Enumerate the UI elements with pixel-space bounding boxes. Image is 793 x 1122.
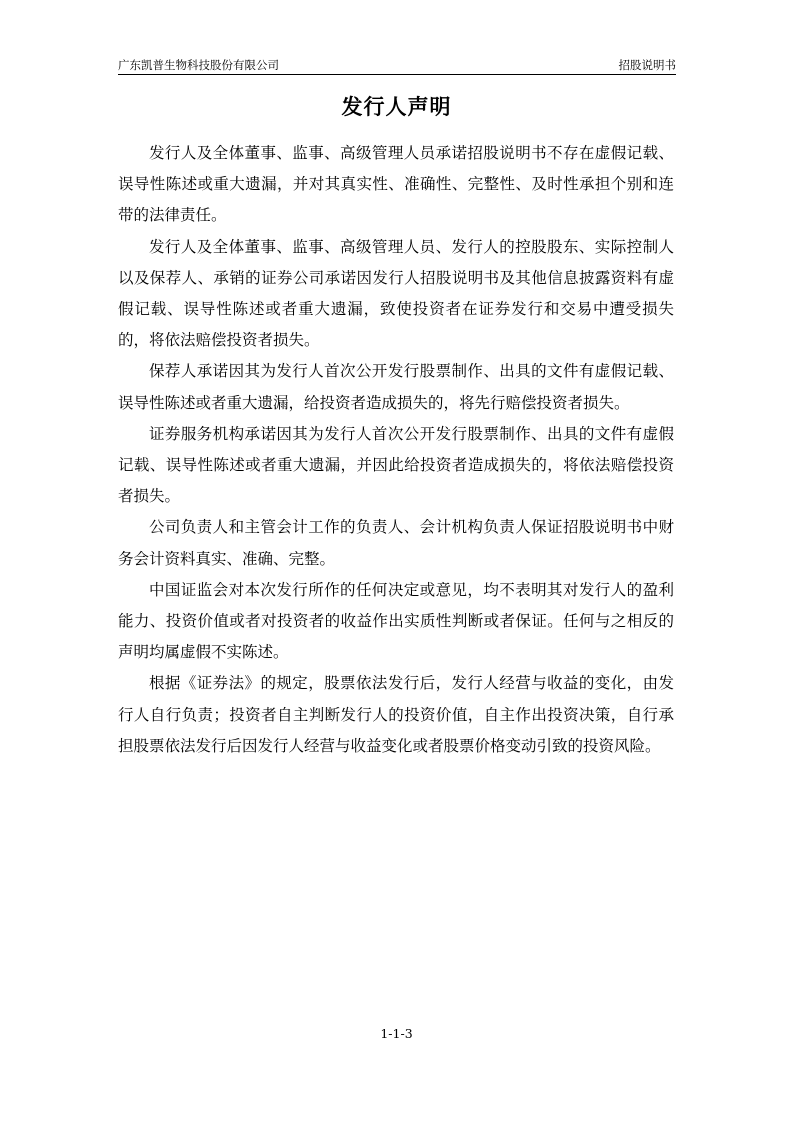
paragraph: 证券服务机构承诺因其为发行人首次公开发行股票制作、出具的文件有虚假记载、误导性陈述或者重大遗漏，并因此给投资者造成损失的，将依法赔偿投资者损失。	[118, 424, 674, 506]
paragraph: 中国证监会对本次发行所作的任何决定或意见，均不表明其对发行人的盈利能力、投资价值或者对投资者的收益作出实质性判断或者保证。任何与之相反的声明均属虚假不实陈述。	[118, 580, 674, 662]
page-header	[118, 55, 676, 75]
header-company-name: 广东凯普生物科技股份有限公司	[118, 58, 279, 72]
paragraph: 保荐人承诺因其为发行人首次公开发行股票制作、出具的文件有虚假记载、误导性陈述或者重大遗漏，给投资者造成损失的，将先行赔偿投资者损失。	[118, 362, 674, 412]
paragraph: 公司负责人和主管会计工作的负责人、会计机构负责人保证招股说明书中财务会计资料真实、准确、完整。	[118, 518, 674, 568]
paragraph: 根据《证券法》的规定，股票依法发行后，发行人经营与收益的变化，由发行人自行负责；投资者自主判断发行人的投资价值，自主作出投资决策，自行承担股票依法发行后因发行人经营与收益变化或者股票价格变动引致的投资风险。	[118, 674, 674, 755]
page-number: 1-1-3	[380, 1026, 413, 1041]
paragraph: 发行人及全体董事、监事、高级管理人员、发行人的控股股东、实际控制人以及保荐人、承销的证券公司承诺因发行人招股说明书及其他信息披露资料有虚假记载、误导性陈述或者重大遗漏，致使投资者在证券发行和交易中遭受损失的，将依法赔偿投资者损失。	[118, 237, 674, 350]
statement-body	[118, 138, 674, 762]
paragraph: 发行人及全体董事、监事、高级管理人员承诺招股说明书不存在虚假记载、误导性陈述或重大遗漏，并对其真实性、准确性、完整性、及时性承担个别和连带的法律责任。	[118, 144, 674, 225]
page-title: 发行人声明	[341, 95, 452, 119]
header-document-type: 招股说明书	[618, 58, 676, 72]
header-divider	[118, 74, 676, 75]
